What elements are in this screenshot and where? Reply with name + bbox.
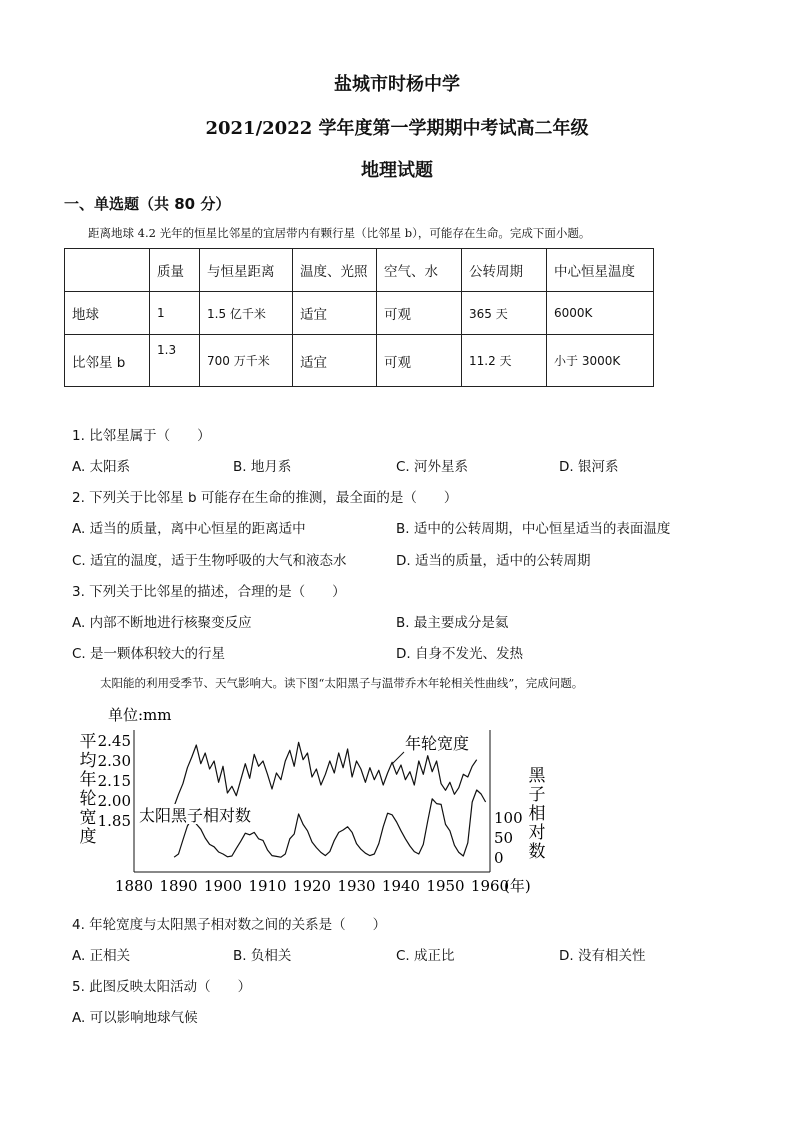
y-left-tick-label: 1.85	[97, 812, 131, 830]
table-cell: 1.3	[150, 335, 200, 387]
table-cell: 适宜	[293, 335, 377, 387]
table-row	[65, 292, 654, 335]
table-header-cell: 空气、水	[377, 249, 462, 292]
left-ylabel-char: 宽	[79, 808, 97, 828]
question-1-option[interactable]: B. 地月系	[233, 459, 292, 475]
question-1-option[interactable]: A. 太阳系	[72, 459, 131, 475]
annotation-tree-ring: 年轮宽度	[405, 734, 470, 753]
question-3-option[interactable]: D. 自身不发光、发热	[396, 646, 523, 662]
table-cell: 365 天	[462, 292, 547, 335]
table-header-cell: 温度、光照	[293, 249, 377, 292]
right-ylabel-char: 对	[528, 823, 546, 843]
x-tick-label: 1920	[292, 877, 332, 895]
chart-x-unit: (年)	[504, 877, 531, 895]
table-cell: 比邻星 b	[65, 335, 150, 387]
table-header-cell: 与恒星距离	[200, 249, 293, 292]
question-2-option[interactable]: C. 适宜的温度，适于生物呼吸的大气和液态水	[72, 553, 347, 569]
table-header-cell: 质量	[150, 249, 200, 292]
question-4-option[interactable]: D. 没有相关性	[559, 948, 646, 964]
question-3-option[interactable]: C. 是一颗体积较大的行星	[72, 646, 226, 662]
x-tick-label: 1940	[381, 877, 421, 895]
y-right-tick-label: 0	[494, 849, 504, 867]
question-2-option[interactable]: B. 适中的公转周期，中心恒星适当的表面温度	[396, 521, 671, 537]
sunspot-tree-ring-chart	[0, 700, 794, 905]
table-cell: 1.5 亿千米	[200, 292, 293, 335]
annotation-tree-ring-leader	[392, 752, 404, 764]
table-header-cell: 公转周期	[462, 249, 547, 292]
y-left-tick-label: 2.45	[97, 732, 131, 750]
passage-2: 太阳能的利用受季节、天气影响大。读下图“太阳黑子与温带乔木年轮相关性曲线”，完成问题。	[100, 676, 584, 690]
question-2-option[interactable]: A. 适当的质量，离中心恒星的距离适中	[72, 521, 306, 537]
table-header-row	[65, 249, 654, 292]
exam-title: 2021/2022 学年度第一学期期中考试高二年级	[205, 118, 589, 139]
table-cell: 11.2 天	[462, 335, 547, 387]
subject-title: 地理试题	[361, 160, 433, 181]
table-cell: 1	[150, 292, 200, 335]
left-ylabel-char: 平	[79, 732, 97, 752]
right-ylabel-char: 黑	[528, 766, 546, 786]
x-tick-label: 1950	[426, 877, 465, 895]
right-ylabel-char: 子	[528, 785, 546, 805]
question-4-stem: 4. 年轮宽度与太阳黑子相对数之间的关系是（ ）	[72, 917, 387, 933]
chart-left-ylabel	[80, 732, 97, 847]
question-2-option[interactable]: D. 适当的质量，适中的公转周期	[396, 553, 591, 569]
left-ylabel-char: 轮	[79, 789, 97, 809]
question-1-option[interactable]: D. 银河系	[559, 459, 619, 475]
question-3-option[interactable]: B. 最主要成分是氦	[396, 615, 509, 631]
chart-unit-label: 单位:mm	[108, 706, 172, 724]
table-cell: 可观	[377, 292, 462, 335]
question-1-stem: 1. 比邻星属于（ ）	[72, 428, 211, 444]
table-cell: 适宜	[293, 292, 377, 335]
left-ylabel-char: 均	[79, 751, 97, 771]
y-left-tick-label: 2.30	[97, 752, 131, 770]
table-cell: 6000K	[547, 292, 654, 335]
school-title: 盐城市时杨中学	[334, 74, 460, 95]
y-right-tick-label: 50	[494, 829, 514, 847]
left-ylabel-char: 度	[79, 827, 97, 847]
question-4-option[interactable]: C. 成正比	[396, 948, 455, 964]
question-5-stem: 5. 此图反映太阳活动（ ）	[72, 979, 252, 995]
table-cell: 可观	[377, 335, 462, 387]
y-left-tick-label: 2.00	[97, 792, 131, 810]
table-cell: 地球	[65, 292, 150, 335]
left-ylabel-char: 年	[79, 770, 97, 790]
table-header-cell	[65, 249, 150, 292]
question-3-stem: 3. 下列关于比邻星的描述，合理的是（ ）	[72, 584, 346, 600]
x-tick-label: 1890	[159, 877, 198, 895]
question-3-option[interactable]: A. 内部不断地进行核聚变反应	[72, 615, 252, 631]
right-ylabel-char: 数	[528, 842, 546, 862]
table-header-cell: 中心恒星温度	[547, 249, 654, 292]
annotation-sunspot: 太阳黑子相对数	[139, 806, 252, 825]
planet-comparison-table	[64, 248, 654, 387]
x-tick-label: 1910	[248, 877, 287, 895]
right-ylabel-char: 相	[528, 804, 546, 824]
chart-right-ylabel	[529, 766, 547, 862]
x-tick-label: 1880	[114, 877, 154, 895]
x-tick-label: 1960	[470, 877, 510, 895]
table-cell: 小于 3000K	[547, 335, 654, 387]
x-tick-label: 1930	[337, 877, 376, 895]
table-cell: 700 万千米	[200, 335, 293, 387]
passage-1: 距离地球 4.2 光年的恒星比邻星的宜居带内有颗行星（比邻星 b），可能存在生命。完成下面小题。	[88, 226, 591, 240]
y-right-tick-label: 100	[494, 809, 523, 827]
section-heading: 一、单选题（共 80 分）	[64, 195, 231, 213]
question-1-option[interactable]: C. 河外星系	[396, 459, 469, 475]
question-4-option[interactable]: A. 正相关	[72, 948, 131, 964]
x-tick-label: 1900	[203, 877, 243, 895]
question-5-option[interactable]: A. 可以影响地球气候	[72, 1010, 198, 1026]
question-4-option[interactable]: B. 负相关	[233, 948, 292, 964]
question-2-stem: 2. 下列关于比邻星 b 可能存在生命的推测，最全面的是（ ）	[72, 490, 458, 506]
table-row	[65, 335, 654, 387]
y-left-tick-label: 2.15	[97, 772, 131, 790]
